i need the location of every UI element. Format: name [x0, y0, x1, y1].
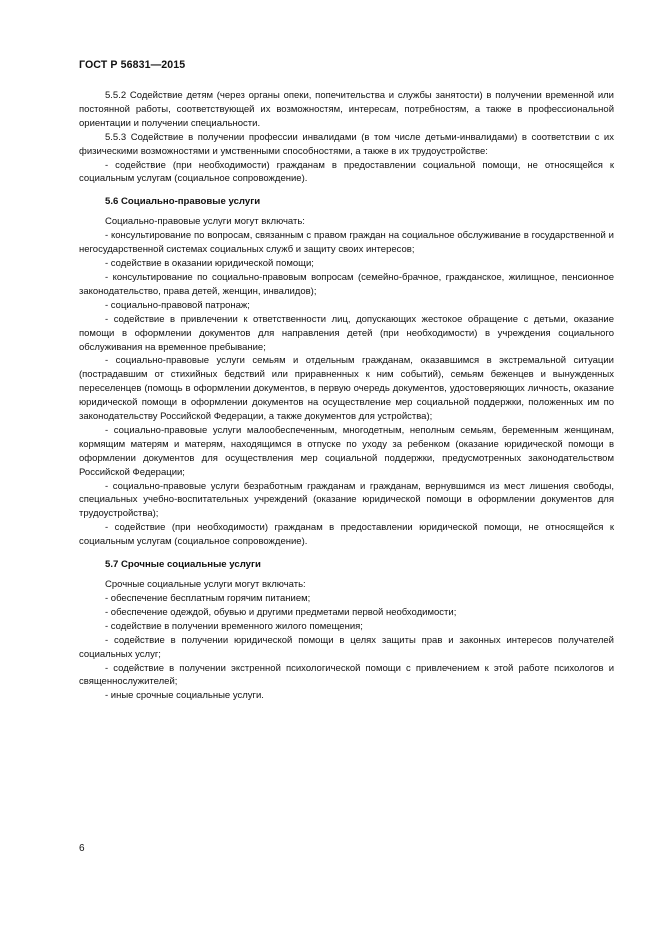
list-item: - консультирование по социально-правовым вопросам (семейно-брачное, гражданское, жилищное, пенсионное законодательство, права детей, женщин, инвалидов);	[79, 271, 614, 297]
list-item: - иные срочные социальные услуги.	[105, 690, 264, 702]
page-number: 6	[79, 843, 85, 854]
list-item: Социально-правовые услуги могут включать:	[105, 216, 305, 228]
list-item: - социально-правовые услуги безработным гражданам и гражданам, вернувшимся из мест лишения свободы, специальных учебно-воспитательных учреждений (оказание юридической помощи в оформлении документов для трудоустройства);	[79, 480, 614, 520]
list-item: - содействие в оказании юридической помощи;	[105, 258, 314, 270]
list-item: - социально-правовые услуги семьям и отдельным гражданам, оказавшимся в экстремальной ситуации (пострадавшим от стихийных бедствий или приравненных к ним событий), семьям беженцев и вынужденных переселенцев (помощь в оформлении документов, в первую очередь документов, удостоверяющих личность, оказание юридической помощи в оформлении документов на осуществление мер социальной поддержки, положенных им по законодательству Российской Федерации, а также документов для устройства);	[79, 355, 614, 423]
list-item: - обеспечение бесплатным горячим питанием;	[105, 593, 311, 604]
list-item: - содействие в получении временного жилого помещения;	[105, 620, 363, 632]
paragraph: - содействие (при необходимости) гражданам в предоставлении социальной помощи, не относящейся к социальным услугам (социальное сопровождение).	[79, 159, 614, 185]
document-code-header: ГОСТ Р 56831—2015	[79, 59, 186, 71]
list-item: - социально-правовые услуги малообеспеченным, многодетным, неполным семьям, беременным женщинам, кормящим матерям и матерям, находящимся в отпуске по уходу за ребенком (оказание юридической помощи в оформлении документов для осуществления мер социальной поддержки, предусмотренных законодательством Российской Федерации;	[79, 424, 614, 478]
list-item: - содействие в получении юридической помощи в целях защиты прав и законных интересов получателей социальных услуг;	[79, 634, 614, 660]
list-item: - содействие в привлечении к ответственности лиц, допускающих жестокое обращение с детьми, оказание помощи в оформлении документов для направления детей (при необходимости) в учреждения социального обслуживания на временное пребывание;	[79, 313, 614, 353]
section-heading-5-7: 5.7 Срочные социальные услуги	[105, 559, 261, 571]
list-item: - обеспечение одеждой, обувью и другими предметами первой необходимости;	[105, 606, 457, 618]
paragraph: 5.5.3 Содействие в получении профессии инвалидами (в том числе детьми-инвалидами) в соответствии с их физическими возможностями и умственными способностями, а также в их трудоустройстве:	[79, 131, 614, 157]
list-item: - содействие в получении экстренной психологической помощи с привлечением к этой работе психологов и священнослужителей;	[79, 662, 614, 688]
list-item: - содействие (при необходимости) гражданам в предоставлении юридической помощи, не относящейся к социальным услугам (социальное сопровождение).	[79, 522, 614, 548]
list-item: Срочные социальные услуги могут включать:	[105, 579, 306, 591]
document-body	[79, 89, 614, 703]
list-item: - консультирование по вопросам, связанным с правом граждан на социальное обслуживание в государственной и негосударственной системах социальных служб и защиту своих интересов;	[79, 230, 614, 256]
list-item: - социально-правовой патронаж;	[105, 299, 250, 311]
section-heading-5-6: 5.6 Социально-правовые услуги	[105, 196, 261, 208]
paragraph: 5.5.2 Содействие детям (через органы опеки, попечительства и службы занятости) в получении временной или постоянной работы, соответствующей их возможностям, интересам, потребностям, а также в профессиональной ориентации и получении специальности.	[79, 90, 614, 129]
